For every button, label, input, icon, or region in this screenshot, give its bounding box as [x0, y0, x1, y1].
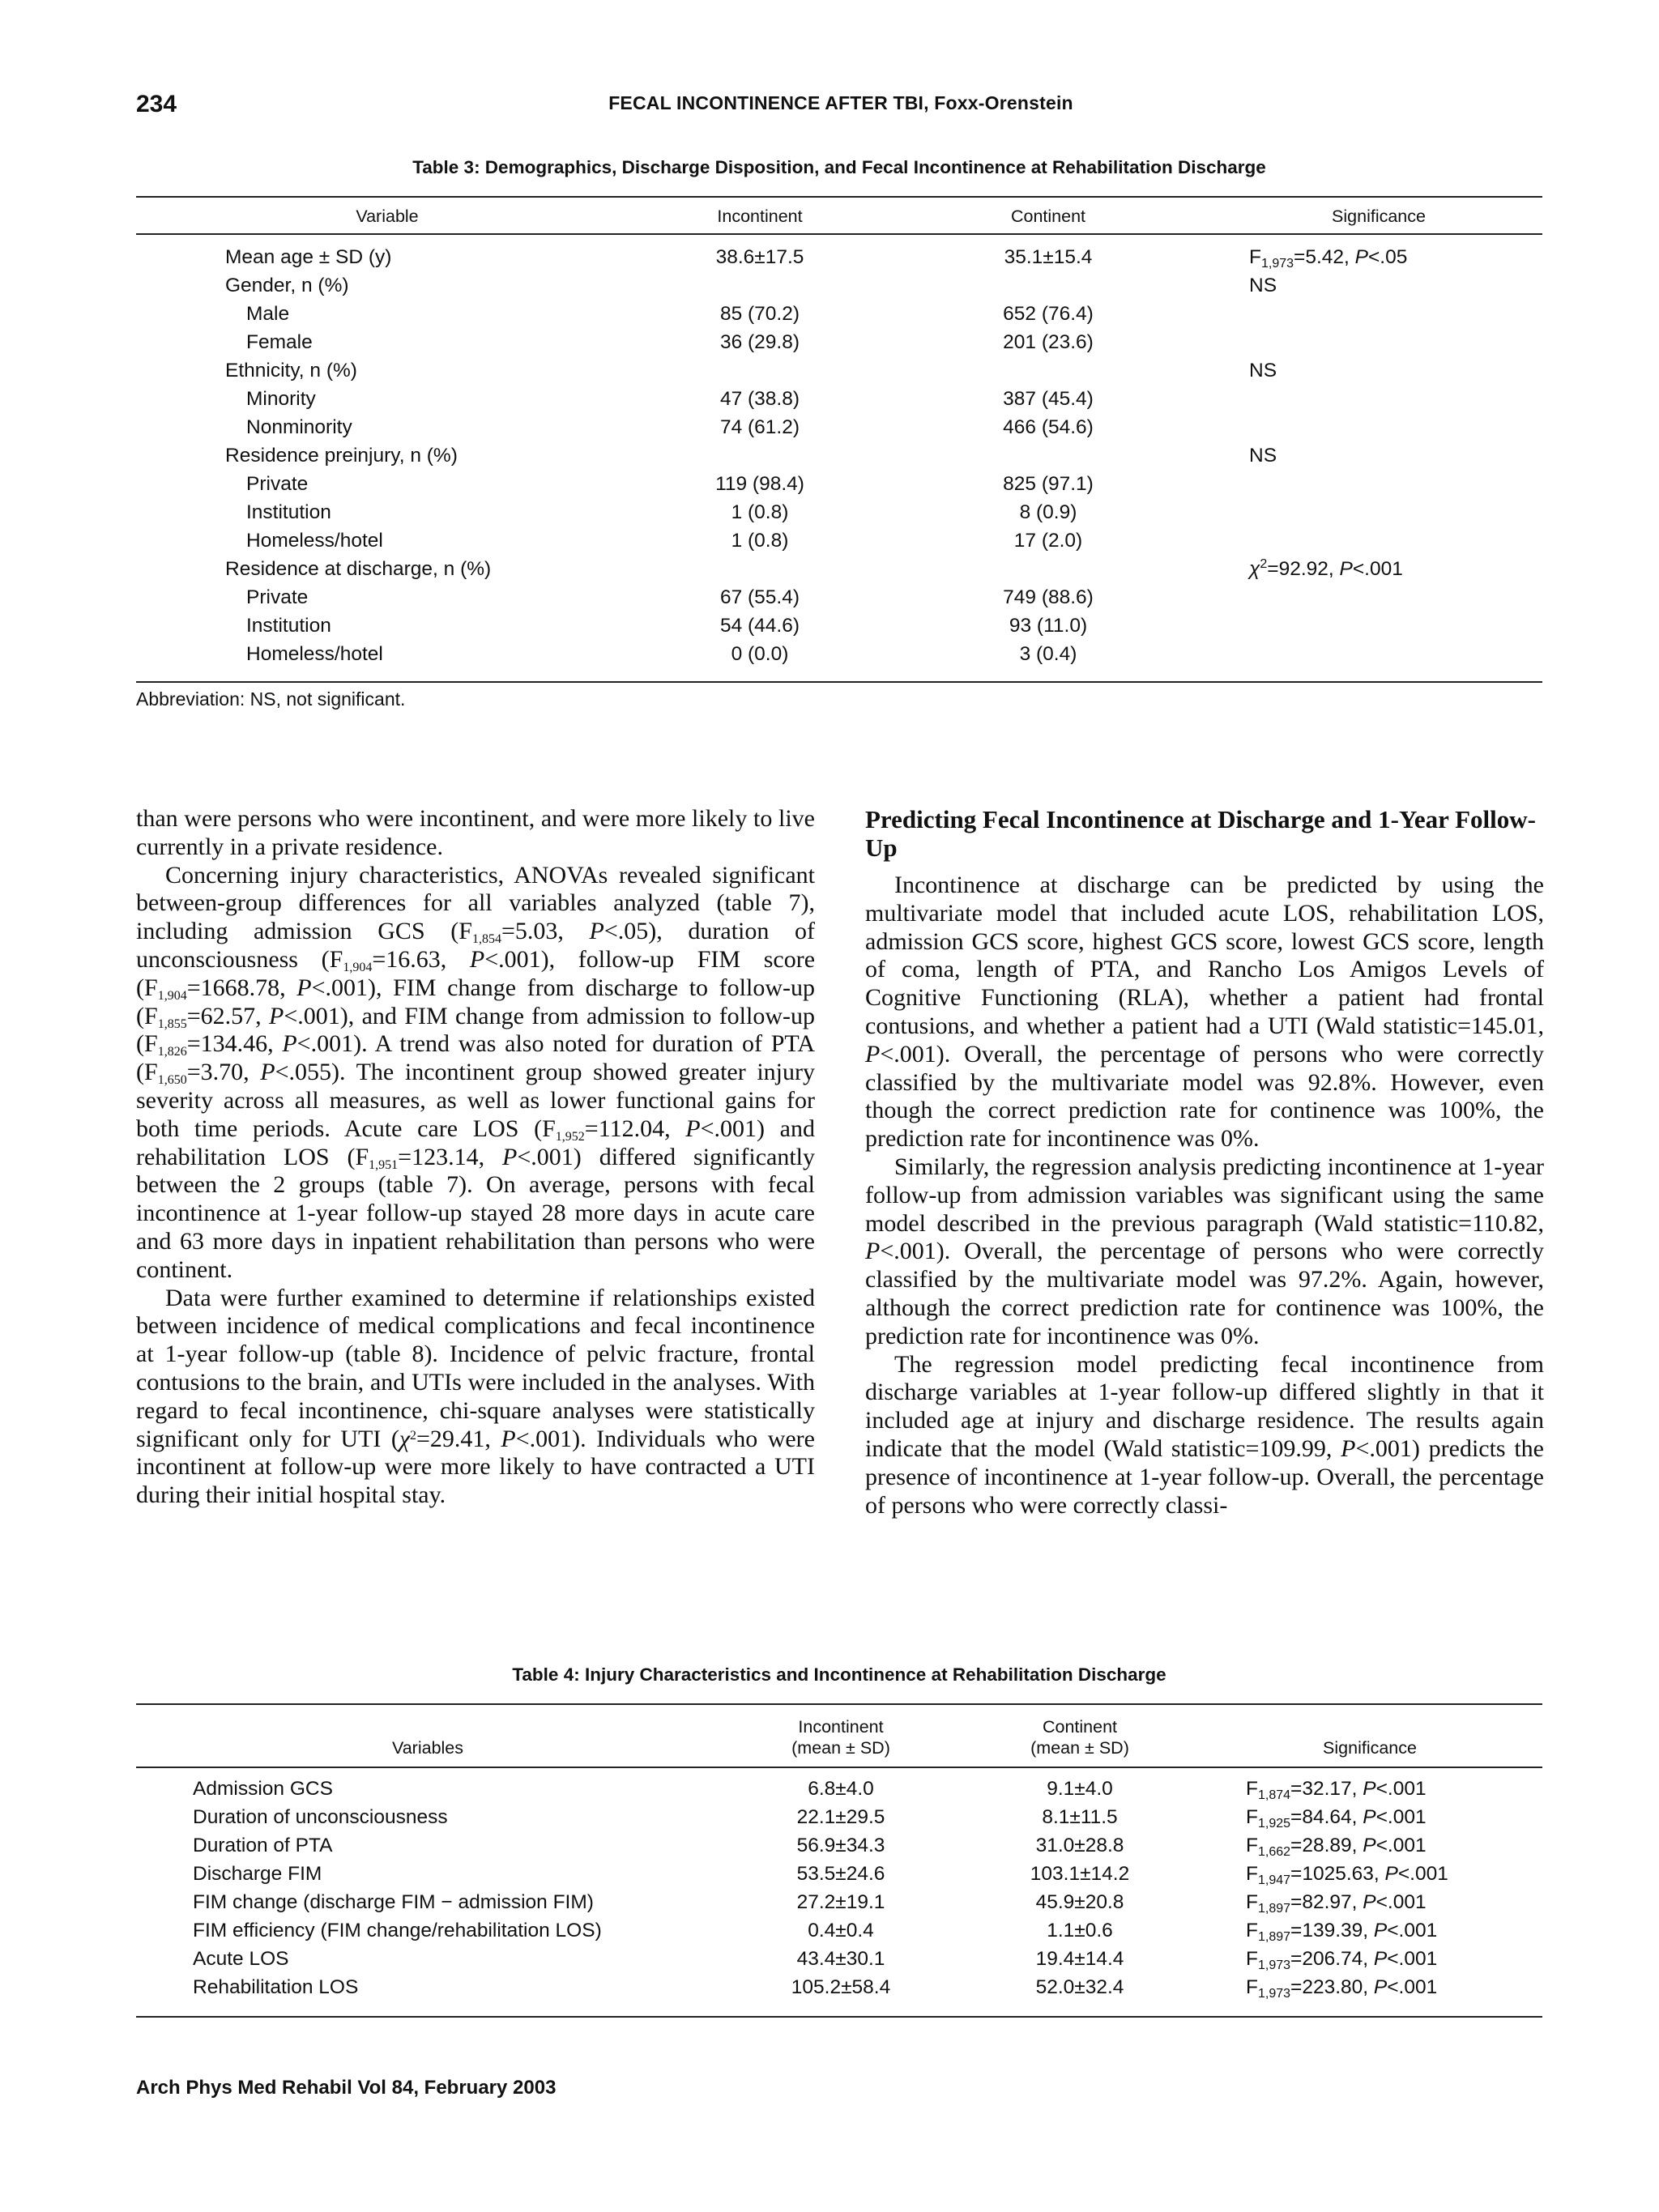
significance-value [1215, 331, 1542, 360]
table-row [136, 1948, 1542, 1976]
table-3 [136, 157, 1542, 683]
table-row [136, 1976, 1542, 2017]
continent-value: 9.1±4.0 [1047, 1778, 1113, 1800]
table-row [136, 1891, 1542, 1920]
row-label: Gender, n (%) [225, 275, 349, 296]
row-label: Duration of unconsciousness [193, 1806, 448, 1828]
column-header-variables: Variables [136, 1704, 719, 1767]
row-label: Nonminority [246, 416, 352, 438]
continent-value: 8.1±11.5 [1042, 1806, 1118, 1828]
significance-value: $F_{1,874}=32.17$, P<.001 [1246, 1778, 1427, 1802]
significance-value: $F_{1,973}=5.42$, P<.05 [1249, 246, 1408, 271]
row-label: FIM efficiency (FIM change/rehabilitation LOS) [193, 1920, 602, 1941]
table-4-caption: Table 4: Injury Characteristics and Incontinence at Rehabilitation Discharge [512, 1664, 1166, 1685]
table-row [136, 473, 1542, 501]
row-label: FIM change (discharge FIM − admission FIM) [193, 1891, 594, 1913]
table-row [136, 1806, 1542, 1835]
incontinent-value: 43.4±30.1 [796, 1948, 885, 1970]
body-column-right [865, 805, 1544, 1519]
continent-value: 52.0±32.4 [962, 1976, 1197, 2017]
row-label: Duration of PTA [193, 1835, 333, 1856]
row-label: Acute LOS [193, 1948, 289, 1970]
incontinent-value: 53.5±24.6 [796, 1863, 885, 1885]
incontinent-value: 74 (61.2) [719, 416, 800, 438]
continent-value [881, 558, 1215, 586]
section-heading: Predicting Fecal Incontinence at Discharge and 1-Year Follow-Up [865, 805, 1536, 862]
significance-value [1215, 643, 1542, 682]
running-title: FECAL INCONTINENCE AFTER TBI, Foxx-Orenstein [608, 92, 1073, 113]
table-row [136, 303, 1542, 331]
body-column-left [136, 805, 815, 1510]
continent-value [881, 445, 1215, 473]
column-header-significance: Significance [1215, 197, 1542, 234]
significance-value [1215, 416, 1542, 445]
paragraph: The regression model predicting fecal incontinence from discharge variables at 1-year follow-up differed slightly in that it included age at injury and discharge residence. The results again indicate that the model (Wald statistic=109.99, P<.001) predicts the presence of incontinence at 1-year follow-up. Overall, the percentage of persons who were correctly classi- [865, 1350, 1544, 1519]
row-label: Female [246, 331, 313, 353]
row-label: Homeless/hotel [136, 643, 638, 682]
row-label: Private [246, 586, 309, 608]
running-head [136, 91, 1546, 123]
significance-value: $F_{1,897}=82.97$, P<.001 [1246, 1891, 1427, 1916]
table-4-header-row [136, 1704, 1542, 1767]
continent-value [881, 275, 1215, 303]
incontinent-value: 1 (0.8) [731, 530, 789, 552]
significance-value: $F_{1,947}=1025.63$, P<.001 [1246, 1863, 1448, 1887]
significance-value: NS [1249, 360, 1277, 381]
significance-value [1215, 473, 1542, 501]
paragraph: Data were further examined to determine if relationships existed between incidence of medical complications and fecal incontinence at 1-year follow-up (table 8). Incidence of pelvic fracture, frontal contusions to the brain, and UTIs were included in the analyses. With regard to fecal incontinence, chi-square analyses were statistically significant only for UTI ($\chi^2=29.41$, P<.001). Individuals who were incontinent at follow-up were more likely to have contracted a UTI during their initial hospital stay. [136, 1284, 815, 1509]
table-row [136, 388, 1542, 416]
column-header-variable: Variable [136, 197, 638, 234]
column-header-incontinent: Incontinent (mean ± SD) [719, 1704, 962, 1767]
table-row [136, 1920, 1542, 1948]
significance-value: $\chi^2=92.92$, P<.001 [1249, 557, 1403, 580]
continent-value: 387 (45.4) [1003, 388, 1094, 410]
row-label: Male [246, 303, 290, 325]
table-4-grid [136, 1703, 1542, 2018]
table-row [136, 275, 1542, 303]
column-header-incontinent: Incontinent [638, 197, 881, 234]
continent-value: 1.1±0.6 [1047, 1920, 1113, 1941]
incontinent-value: 27.2±19.1 [796, 1891, 885, 1913]
significance-value [1215, 586, 1542, 615]
incontinent-value: 56.9±34.3 [796, 1835, 885, 1856]
table-row [136, 416, 1542, 445]
continent-value: 35.1±15.4 [1004, 246, 1093, 268]
significance-value [1215, 615, 1542, 643]
continent-value: 31.0±28.8 [1035, 1835, 1124, 1856]
continent-value: 825 (97.1) [1003, 473, 1094, 495]
page-number: 234 [136, 91, 177, 117]
table-row [136, 331, 1542, 360]
row-label: Institution [246, 615, 331, 637]
significance-value: $F_{1,897}=139.39$, P<.001 [1246, 1920, 1438, 1944]
continent-value: 93 (11.0) [1009, 615, 1088, 637]
continent-value: 652 (76.4) [1003, 303, 1094, 325]
incontinent-value [638, 360, 881, 388]
row-label: Institution [246, 501, 331, 523]
significance-value [1215, 388, 1542, 416]
table-row [136, 1767, 1542, 1806]
incontinent-value [638, 558, 881, 586]
incontinent-value: 54 (44.6) [719, 615, 800, 637]
table-row [136, 1863, 1542, 1891]
incontinent-value: 47 (38.8) [719, 388, 800, 410]
table-row [136, 445, 1542, 473]
continent-value: 19.4±14.4 [1035, 1948, 1124, 1970]
paragraph: Concerning injury characteristics, ANOVAs revealed significant between-group differences for all variables analyzed (table 7), including admission GCS ($F_{1,854}=5.03$, P<.05), duration of unconsciousness ($F_{1,904}=16.63$, P<.001), follow-up FIM score ($F_{1,904}=1668.78$, P<.001), FIM change from discharge to follow-up ($F_{1,855}=62.57$, P<.001), and FIM change from admission to follow-up ($F_{1,826}=134.46$, P<.001). A trend was also noted for duration of PTA ($F_{1,650}=3.70$, P<.055). The incontinent group showed greater injury severity across all measures, as well as lower functional gains for both time periods. Acute care LOS ($F_{1,952}=112.04$, P<.001) and rehabilitation LOS ($F_{1,951}=123.14$, P<.001) differed significantly between the 2 groups (table 7). On average, persons with fecal incontinence at 1-year follow-up stayed 28 more days in acute care and 63 more days in inpatient rehabilitation than persons who were continent. [136, 861, 816, 1283]
incontinent-value: 0.4±0.4 [808, 1920, 874, 1941]
row-label: Minority [246, 388, 316, 410]
continent-value: 103.1±14.2 [1030, 1863, 1130, 1885]
incontinent-value: 6.8±4.0 [808, 1778, 874, 1800]
paragraph: than were persons who were incontinent, and were more likely to live currently in a private residence. [136, 805, 815, 860]
continent-value: 17 (2.0) [1013, 530, 1083, 552]
table-row [136, 530, 1542, 558]
continent-value: 3 (0.4) [881, 643, 1215, 682]
incontinent-value: 36 (29.8) [719, 331, 800, 353]
continent-value: 8 (0.9) [1019, 501, 1077, 523]
significance-value [1215, 501, 1542, 530]
incontinent-value [638, 275, 881, 303]
continent-value: 749 (88.6) [1003, 586, 1094, 608]
significance-value: $F_{1,973}=206.74$, P<.001 [1246, 1948, 1438, 1972]
continent-value: 466 (54.6) [1003, 416, 1094, 438]
table-row [136, 558, 1542, 586]
row-label: Rehabilitation LOS [136, 1976, 719, 2017]
paragraph: Incontinence at discharge can be predicted by using the multivariate model that included acute LOS, rehabilitation LOS, admission GCS score, highest GCS score, lowest GCS score, length of coma, length of PTA, and Rancho Los Amigos Levels of Cognitive Functioning (RLA), whether a patient had frontal contusions, and whether a patient had a UTI (Wald statistic=145.01, P<.001). Overall, the percentage of persons who were correctly classified by the multivariate model was 92.8%. However, even though the correct prediction rate for continence was 100%, the prediction rate for incontinence was 0%. [865, 872, 1544, 1153]
continent-value: 45.9±20.8 [1035, 1891, 1124, 1913]
incontinent-value: 85 (70.2) [719, 303, 800, 325]
incontinent-value: 1 (0.8) [731, 501, 789, 523]
column-header-significance: Significance [1197, 1704, 1542, 1767]
column-header-continent: Continent (mean ± SD) [962, 1704, 1197, 1767]
row-label: Ethnicity, n (%) [225, 360, 357, 381]
table-row [136, 615, 1542, 643]
significance-value [1215, 303, 1542, 331]
row-label: Discharge FIM [193, 1863, 322, 1885]
incontinent-value: 119 (98.4) [715, 473, 804, 495]
incontinent-value [638, 445, 881, 473]
significance-value: NS [1249, 445, 1277, 467]
row-label: Admission GCS [193, 1778, 333, 1800]
significance-value: NS [1249, 275, 1277, 296]
table-3-header-row [136, 197, 1542, 234]
table-row [136, 501, 1542, 530]
incontinent-value: 67 (55.4) [719, 586, 800, 608]
significance-value: $F_{1,662}=28.89$, P<.001 [1246, 1835, 1427, 1859]
continent-value: 201 (23.6) [1003, 331, 1094, 353]
column-header-continent: Continent [881, 197, 1215, 234]
table-row [136, 234, 1542, 275]
incontinent-value: 38.6±17.5 [715, 246, 804, 268]
incontinent-value: 105.2±58.4 [719, 1976, 962, 2017]
table-row [136, 643, 1542, 682]
incontinent-value: 22.1±29.5 [796, 1806, 885, 1828]
table-3-caption: Table 3: Demographics, Discharge Disposition, and Fecal Incontinence at Rehabilitation Discharge [412, 157, 1266, 177]
row-label: Homeless/hotel [246, 530, 383, 552]
significance-value: $F_{1,925}=84.64$, P<.001 [1246, 1806, 1427, 1831]
incontinent-value: 0 (0.0) [638, 643, 881, 682]
journal-footer: Arch Phys Med Rehabil Vol 84, February 2003 [136, 2077, 557, 2099]
table-row [136, 360, 1542, 388]
table-3-grid [136, 196, 1542, 683]
paragraph: Similarly, the regression analysis predicting incontinence at 1-year follow-up from admission variables was significant using the same model described in the previous paragraph (Wald statistic=110.82, P<.001). Overall, the percentage of persons who were correctly classified by the multivariate model was 97.2%. Again, however, although the correct prediction rate for continence was 100%, the prediction rate for incontinence was 0%. [865, 1153, 1544, 1349]
continent-value [881, 360, 1215, 388]
row-label: Private [246, 473, 309, 495]
row-label: Residence at discharge, n (%) [225, 558, 492, 580]
table-3-footnote: Abbreviation: NS, not significant. [136, 688, 406, 710]
significance-value [1215, 530, 1542, 558]
table-row [136, 586, 1542, 615]
significance-value: $F_{1,973}=223.80$, P<.001 [1197, 1976, 1542, 2017]
row-label: Residence preinjury, n (%) [225, 445, 458, 467]
table-4 [136, 1664, 1542, 2018]
table-row [136, 1835, 1542, 1863]
row-label: Mean age ± SD (y) [225, 246, 392, 268]
